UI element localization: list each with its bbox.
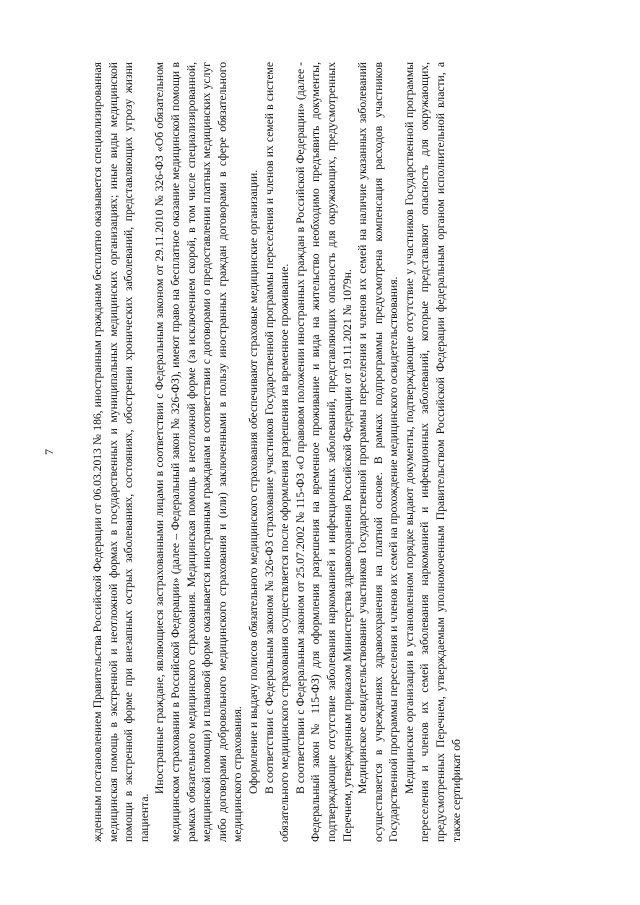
paragraph-1: жденным постановлением Правительства Российской Федерации от 06.03.2013 № 186, иностранным гражданам бесплатно оказывается специализированная медицинская помощь в экстренной и неотложной формах в государственных и муниципальных медицинских организациях; иные виды медицинской помощи в экстренной форме при внезапных острых заболеваниях, состояниях, обострении хронических заболеваний, представляющих угрозу жизни пациента.	[91, 62, 151, 842]
rotated-text-block	[43, 62, 550, 842]
paragraph-5: В соответствии с Федеральным законом от 25.07.2002 № 115-ФЗ «О правовом положении иностранных граждан в Российской Федерации» (далее - Федеральный закон № 115-ФЗ) для оформления разрешения на временное проживание и вида на жительство необходимо предъявить документы, подтверждающие отсутствие заболевания наркоманией и инфекционных заболеваний, представляющих опасность для окружающих, предусмотренных Перечнем, утвержденным приказом Министерства здравоохранения Российской Федерации от 19.11.2021 № 1079н.	[293, 62, 354, 842]
paragraph-6: Медицинское освидетельствование участников Государственной программы переселения и членов их семей на наличие указанных заболеваний осуществляется в учреждениях здравоохранения на платной основе. В рамках подпрограммы предусмотрена компенсация расходов участников Государственной программы переселения и членов их семей на прохождение медицинского освидетельствования.	[356, 62, 401, 842]
paragraph-3: Оформление и выдачу полисов обязательного медицинского страхования обеспечивают страховые медицинские организации.	[246, 169, 260, 794]
paragraph-7: Медицинские организации в установленном порядке выдают документы, подтверждающие отсутствие у участников Государственной программы переселения и членов их семей заболевания наркоманией и инфекционных заболеваний, которые представляют опасность для окружающих, предусмотренных Перечнем, утверждаемым уполномоченным Правительством Российской Федерации федеральным органом исполнительной власти, а также сертификат об	[402, 62, 463, 842]
page-number: 7	[43, 449, 56, 455]
paragraph-4: В соответствии с Федеральным законом № 326-ФЗ страхование участников Государственной программы переселения и членов их семей в системе обязательного медицинского страхования осуществляется после оформления разрешения на временное проживание.	[262, 62, 292, 842]
paragraph-2: Иностранные граждане, являющиеся застрахованными лицами в соответствии с Федеральным законом от 29.11.2010 № 326-ФЗ «Об обязательном медицинском страховании в Российской Федерации» (далее – Федеральный закон № 326-ФЗ), имеют право на бесплатное оказание медицинской помощи в рамках обязательного медицинского страхования. Медицинская помощь в неотложной форме (за исключением скорой, в том числе специализированной, медицинской помощи) и плановой форме оказывается иностранным гражданам в соответствии с договорами о предоставлении платных медицинских услуг либо договорами добровольного медицинского страхования и (или) заключенными в пользу иностранных граждан договорами в сфере обязательного медицинского страхования.	[153, 62, 245, 842]
